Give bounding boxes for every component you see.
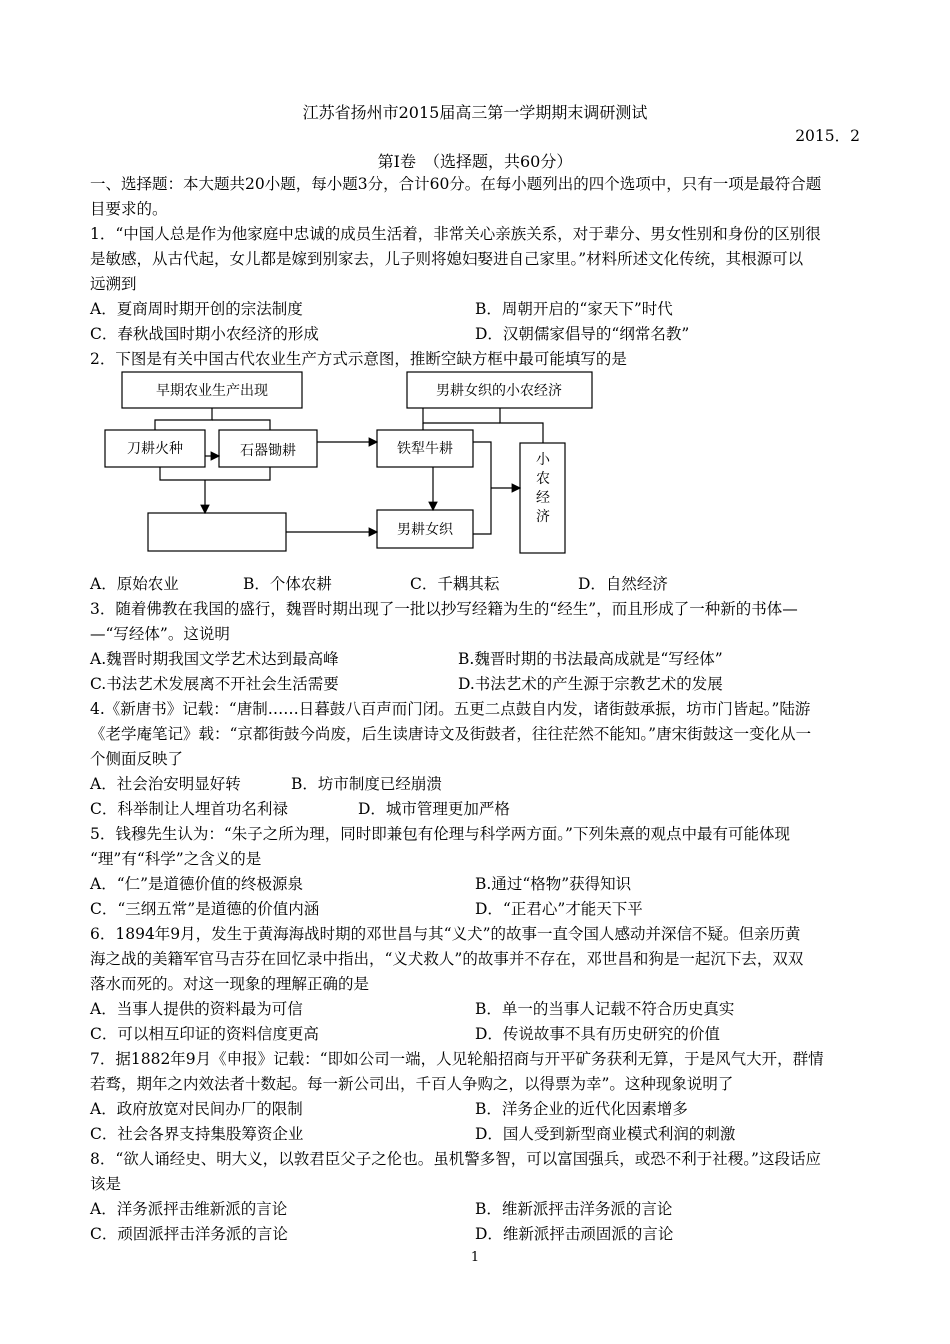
question-stem: 3．随着佛教在我国的盛行，魏晋时期出现了一批以抄写经籍为生的“经生”，而且形成了一种新的书体— bbox=[90, 600, 798, 618]
option-a: A．社会治安明显好转 bbox=[90, 775, 241, 793]
option-a: A．夏商周时期开创的宗法制度 bbox=[90, 300, 303, 318]
option-a: A．政府放宽对民间办厂的限制 bbox=[90, 1100, 303, 1118]
vertical-label-char: 经 bbox=[536, 490, 550, 506]
intro-line: 目要求的。 bbox=[90, 200, 168, 218]
vertical-label-char: 济 bbox=[536, 509, 550, 525]
box-iron-label: 铁犁牛耕 bbox=[397, 441, 453, 457]
agriculture-diagram bbox=[95, 368, 595, 563]
section-heading: 第Ⅰ卷 （选择题，共60分） bbox=[377, 152, 573, 171]
option-c: C．“三纲五常”是道德的价值内涵 bbox=[90, 900, 320, 918]
option-a: A．洋务派抨击维新派的言论 bbox=[90, 1200, 288, 1218]
question-stem: 落水而死的。对这一现象的理解正确的是 bbox=[90, 975, 370, 993]
option-c: C．可以相互印证的资料信度更高 bbox=[90, 1025, 319, 1043]
intro-line: 一、选择题：本大题共20小题，每小题3分，合计60分。在每小题列出的四个选项中，只有一项是最符合题 bbox=[90, 175, 822, 193]
option-d: D．传说故事不具有历史研究的价值 bbox=[475, 1025, 720, 1043]
question-stem: 8．“欲人诵经史、明大义，以敦君臣父子之伦也。虽机警多智，可以富国强兵，或恐不利于社稷。”这段话应 bbox=[90, 1150, 821, 1168]
page-number: 1 bbox=[470, 1250, 480, 1265]
option-d: D．维新派抨击顽固派的言论 bbox=[475, 1225, 674, 1243]
question-stem: 1．“中国人总是作为他家庭中忠诚的成员生活着，非常关心亲族关系，对于辈分、男女性别和身份的区别很 bbox=[90, 225, 821, 243]
question-stem: 个侧面反映了 bbox=[90, 750, 184, 768]
option-d: D．自然经济 bbox=[578, 575, 668, 593]
box-slash-label: 刀耕火种 bbox=[127, 441, 183, 457]
exam-date: 2015．2 bbox=[795, 127, 860, 145]
option-c: C．千耦其耘 bbox=[410, 575, 500, 593]
option-b: B．洋务企业的近代化因素增多 bbox=[475, 1100, 688, 1118]
question-stem: —“写经体”。这说明 bbox=[90, 625, 230, 643]
box-early-agriculture-label: 早期农业生产出现 bbox=[156, 383, 268, 399]
option-a: A．“仁”是道德价值的终极源泉 bbox=[90, 875, 304, 893]
question-stem: 是敏感，从古代起，女儿都是嫁到别家去，儿子则将媳妇娶进自己家里。”材料所述文化传统，其根源可以 bbox=[90, 250, 804, 268]
question-stem: 7．据1882年9月《申报》记载：“即如公司一端，人见轮船招商与开平矿务获利无算，于是风气大开，群情 bbox=[90, 1050, 824, 1068]
option-d: D．国人受到新型商业模式利润的刺激 bbox=[475, 1125, 736, 1143]
question-stem: 若骛，期年之内效法者十数起。每一新公司出，千百人争购之，以得票为幸”。这种现象说明了 bbox=[90, 1075, 734, 1093]
option-b: B．维新派抨击洋务派的言论 bbox=[475, 1200, 673, 1218]
option-a: A．当事人提供的资料最为可信 bbox=[90, 1000, 303, 1018]
question-stem: “理”有“科学”之含义的是 bbox=[90, 850, 262, 868]
option-c: C.书法艺术发展离不开社会生活需要 bbox=[90, 675, 339, 693]
option-b: B.通过“格物”获得知识 bbox=[475, 875, 632, 893]
question-stem: 4.《新唐书》记载：“唐制……日暮鼓八百声而门闭。五更二点鼓自内发，诸街鼓承振，坊市门皆起。”陆游 bbox=[90, 700, 811, 718]
box-blank bbox=[148, 513, 286, 551]
option-b: B．个体农耕 bbox=[243, 575, 332, 593]
option-b: B．单一的当事人记载不符合历史真实 bbox=[475, 1000, 735, 1018]
option-b: B．周朝开启的“家天下”时代 bbox=[475, 300, 673, 318]
vertical-label-char: 农 bbox=[536, 471, 550, 487]
option-a: A．原始农业 bbox=[90, 575, 179, 593]
box-stone-label: 石器锄耕 bbox=[240, 443, 296, 459]
question-stem: 5．钱穆先生认为：“朱子之所为理，同时即兼包有伦理与科学两方面。”下列朱熹的观点中最有可能体现 bbox=[90, 825, 790, 843]
option-d: D．城市管理更加严格 bbox=[358, 800, 510, 818]
option-c: C．科举制让人埋首功名利禄 bbox=[90, 800, 288, 818]
option-b: B.魏晋时期的书法最高成就是“写经体” bbox=[458, 650, 723, 668]
vertical-label-char: 小 bbox=[536, 452, 550, 468]
question-stem: 6．1894年9月，发生于黄海海战时期的邓世昌与其“义犬”的故事一直令国人感动并深信不疑。但亲历黄 bbox=[90, 925, 801, 943]
question-stem: 《老学庵笔记》载：“京都街鼓今尚废，后生读唐诗文及街鼓者，往往茫然不能知。”唐宋街鼓这一变化从一 bbox=[90, 725, 812, 743]
option-d: D.书法艺术的产生源于宗教艺术的发展 bbox=[458, 675, 723, 693]
option-b: B．坊市制度已经崩溃 bbox=[291, 775, 442, 793]
box-male-label: 男耕女织 bbox=[397, 522, 453, 538]
option-d: D．“正君心”才能天下平 bbox=[475, 900, 643, 918]
option-a: A.魏晋时期我国文学艺术达到最高峰 bbox=[90, 650, 339, 668]
option-c: C．顽固派抨击洋务派的言论 bbox=[90, 1225, 288, 1243]
question-stem: 海之战的美籍军官马吉芬在回忆录中指出，“义犬救人”的故事并不存在，邓世昌和狗是一起沉下去，双双 bbox=[90, 950, 804, 968]
exam-title: 江苏省扬州市2015届高三第一学期期末调研测试 bbox=[302, 103, 648, 122]
question-stem: 远溯到 bbox=[90, 275, 137, 293]
option-d: D．汉朝儒家倡导的“纲常名教” bbox=[475, 325, 690, 343]
box-small-farm-label: 男耕女织的小农经济 bbox=[436, 383, 562, 399]
option-c: C．社会各界支持集股筹资企业 bbox=[90, 1125, 304, 1143]
question-stem: 该是 bbox=[90, 1175, 122, 1193]
question-stem: 2．下图是有关中国古代农业生产方式示意图，推断空缺方框中最可能填写的是 bbox=[90, 350, 627, 368]
option-c: C．春秋战国时期小农经济的形成 bbox=[90, 325, 319, 343]
